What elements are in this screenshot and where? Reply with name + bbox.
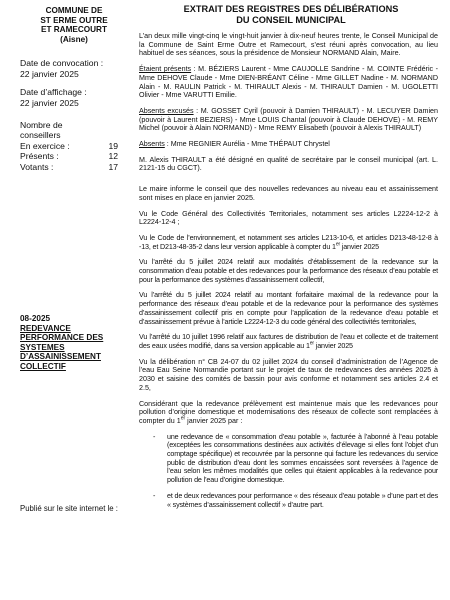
count-exercice	[20, 141, 128, 151]
absents-text: : Mme REGNIER Aurélia - Mme THÉPAUT Chrystel	[164, 140, 330, 149]
commune-block	[20, 6, 128, 44]
count-presents-label: Présents :	[20, 151, 59, 162]
commune-line: COMMUNE DE	[45, 6, 103, 15]
count-exercice-label: En exercice :	[20, 140, 70, 151]
vu-env-text: Vu le Code de l’environnement, et notamment ses articles L213-10-6, et articles D213-48-12-8 à -13, et D213-48-35-2 dans leur version applicable à compter du 1	[139, 233, 438, 251]
deliberation-paragraph: Vu la délibération n° CB 24-07 du 02 juillet 2024 du conseil d’administration de l’Agence de l’eau Eau Seine Normandie portant sur le projet de taux de redevances des années 2025 à 2030 et saisine des comités de bassin pour avis conforme et notamment ses articles 2.4 et 2.5,	[139, 357, 438, 392]
left-column	[20, 6, 128, 172]
arrete-factures-sup: er	[309, 340, 314, 347]
absents-paragraph	[139, 140, 438, 149]
count-presents-value: 12	[108, 151, 118, 162]
arrete-factures-text: Vu l’arrêté du 10 juillet 1996 relatif aux factures de distribution de l’eau et collecte et de traitement des eaux usées modifié, dans sa version applicable au 1	[139, 333, 438, 350]
convocation-label: Date de convocation :	[20, 58, 104, 69]
considerant-text: Considérant que la redevance prélèvement est maintenue mais que les redevances pour pollution d’origine domestique et modernisations des réseaux de collecte sont remplacées à compter du 1	[139, 399, 438, 425]
count-votants	[20, 162, 128, 172]
presents-text: : M. BÉZIERS Laurent - Mme CAUJOLLE Sandrine - M. COINTE Frédéric - Mme DEHOVE Claude - Mme DIEN-BRÉANT Céline - Mme GILLET Nadine - M. NORMAND Alain - M. RAULIN Patrick - M. THIRAULT Alexis - M. THIRAULT Damien - M. UGOLETTI Olivier - Mme VARUTTI Emilie.	[139, 65, 438, 100]
header-line: EXTRAIT DES REGISTRES DES DÉLIBÉRATIONS	[183, 4, 399, 14]
counts-label: Nombre de	[20, 120, 63, 130]
count-presents	[20, 151, 128, 161]
considerant-sup: er	[180, 415, 186, 422]
excuses-label: Absents excusés	[139, 106, 194, 115]
arrete-factures-end: janvier 2025	[313, 341, 353, 350]
convocation-date: 22 janvier 2025	[20, 68, 79, 79]
header-line: DU CONSEIL MUNICIPAL	[236, 15, 346, 25]
count-votants-label: Votants :	[20, 161, 54, 172]
commune-line: ST ERME OUTRE	[40, 15, 108, 25]
count-exercice-value: 19	[108, 140, 118, 151]
presents-label: Étaient présents	[139, 65, 192, 74]
commune-department: (Aisne)	[60, 34, 88, 44]
counts-label: conseillers	[20, 130, 61, 141]
arrete-modalites-paragraph: Vu l’arrêté du 5 juillet 2024 relatif aux modalités d’établissement de la redevance sur la consommation d’eau potable et des redevances pour la performance des réseaux d’eau potable et pour la performance des systèmes d’assainissement collectif,	[139, 258, 438, 284]
affichage-label: Date d’affichage :	[20, 87, 87, 98]
considerant-end: janvier 2025 par :	[185, 416, 243, 425]
excuses-paragraph	[139, 107, 438, 133]
vu-cgct-paragraph: Vu le Code Général des Collectivités Territoriales, notamment ses articles L2224-12-2 à L2224-12-4 ;	[139, 209, 438, 227]
deliberation-body	[139, 32, 438, 516]
presents-paragraph	[139, 65, 438, 100]
affichage-date: 22 janvier 2025	[20, 97, 79, 108]
list-item: - et de deux redevances pour performance « des réseaux d’eau potable » d’une part et des « systèmes d’assainissement collectif » d’autre part.	[153, 492, 438, 509]
intro-paragraph: L’an deux mille vingt-cinq le vingt-huit janvier à dix-neuf heures trente, le Conseil Municipal de la Commune de Saint Erme Outre et Ramecourt, s’est réuni après convocation, au lieu habituel de ses séances, sous la présidence de Monsieur NORMAND Alain, Maire.	[139, 32, 438, 58]
considerant-paragraph	[139, 400, 438, 426]
absents-label: Absents	[139, 140, 165, 149]
count-votants-value: 17	[108, 161, 118, 172]
convocation-block	[20, 58, 128, 79]
document-header	[146, 4, 436, 26]
list-item: - une redevance de « consommation d’eau potable », facturée à l’abonné à l’eau potable (exceptées les consommations destinées aux activités d’élevage si elles font l’objet d’un comptage spécifique) et recouvrée par la personne qui facture les redevances du service public de distribution d’eau dont les sommes encaissées sont reversées à l’agence de l’eau selon les mêmes modalités que celles qui étaient applicables à la redevance pour pollution de l’eau d’origine domestique.	[153, 433, 438, 485]
published-label: Publié sur le site internet le :	[20, 504, 118, 513]
redevance-list	[153, 433, 438, 510]
subject-number: 08-2025	[20, 314, 51, 323]
counts-block	[20, 120, 128, 172]
subject-block	[20, 314, 130, 371]
vu-env-sup: er	[335, 241, 340, 248]
vu-env-paragraph	[139, 234, 438, 251]
arrete-montant-paragraph: Vu l’arrêté du 5 juillet 2024 relatif au montant forfaitaire maximal de la redevance pour la performance des réseaux d’eau potable et de la redevance pour la performance des systèmes d’assainissement collectif pris en compte pour l’application de la redevance d’eau potable et d’assainissement prévue à l’article L2224-12-3 du code général des collectivités territoriales,	[139, 291, 438, 326]
affichage-block	[20, 87, 128, 108]
excuses-text: : M. GOSSET Cyril (pouvoir à Damien THIRAULT) - M. LECUYER Damien (pouvoir à Laurent BEZIERS) - Mme LOUIS Chantal (pouvoir à Claude DEHOVE) - M. REMY Michel (pouvoir à Alain NORMAND) - Mme REMY Elisabeth (pouvoir à Alexis THIRAULT)	[139, 106, 438, 133]
secretaire-paragraph: M. Alexis THIRAULT a été désigné en qualité de secrétaire par le conseil municipal (art. L. 2121-15 du CGCT).	[139, 155, 438, 173]
subject-title: REDEVANCE PERFORMANCE DES SYSTEMES D’ASSAINISSEMENT COLLECTIF	[20, 324, 104, 371]
arrete-factures-paragraph	[139, 333, 438, 350]
maire-informe-paragraph: Le maire informe le conseil que des nouvelles redevances au niveau eau et assainissement sont mises en place en janvier 2025.	[139, 185, 438, 202]
commune-line: ET RAMECOURT	[41, 25, 107, 35]
vu-env-end: janvier 2025	[339, 242, 379, 251]
